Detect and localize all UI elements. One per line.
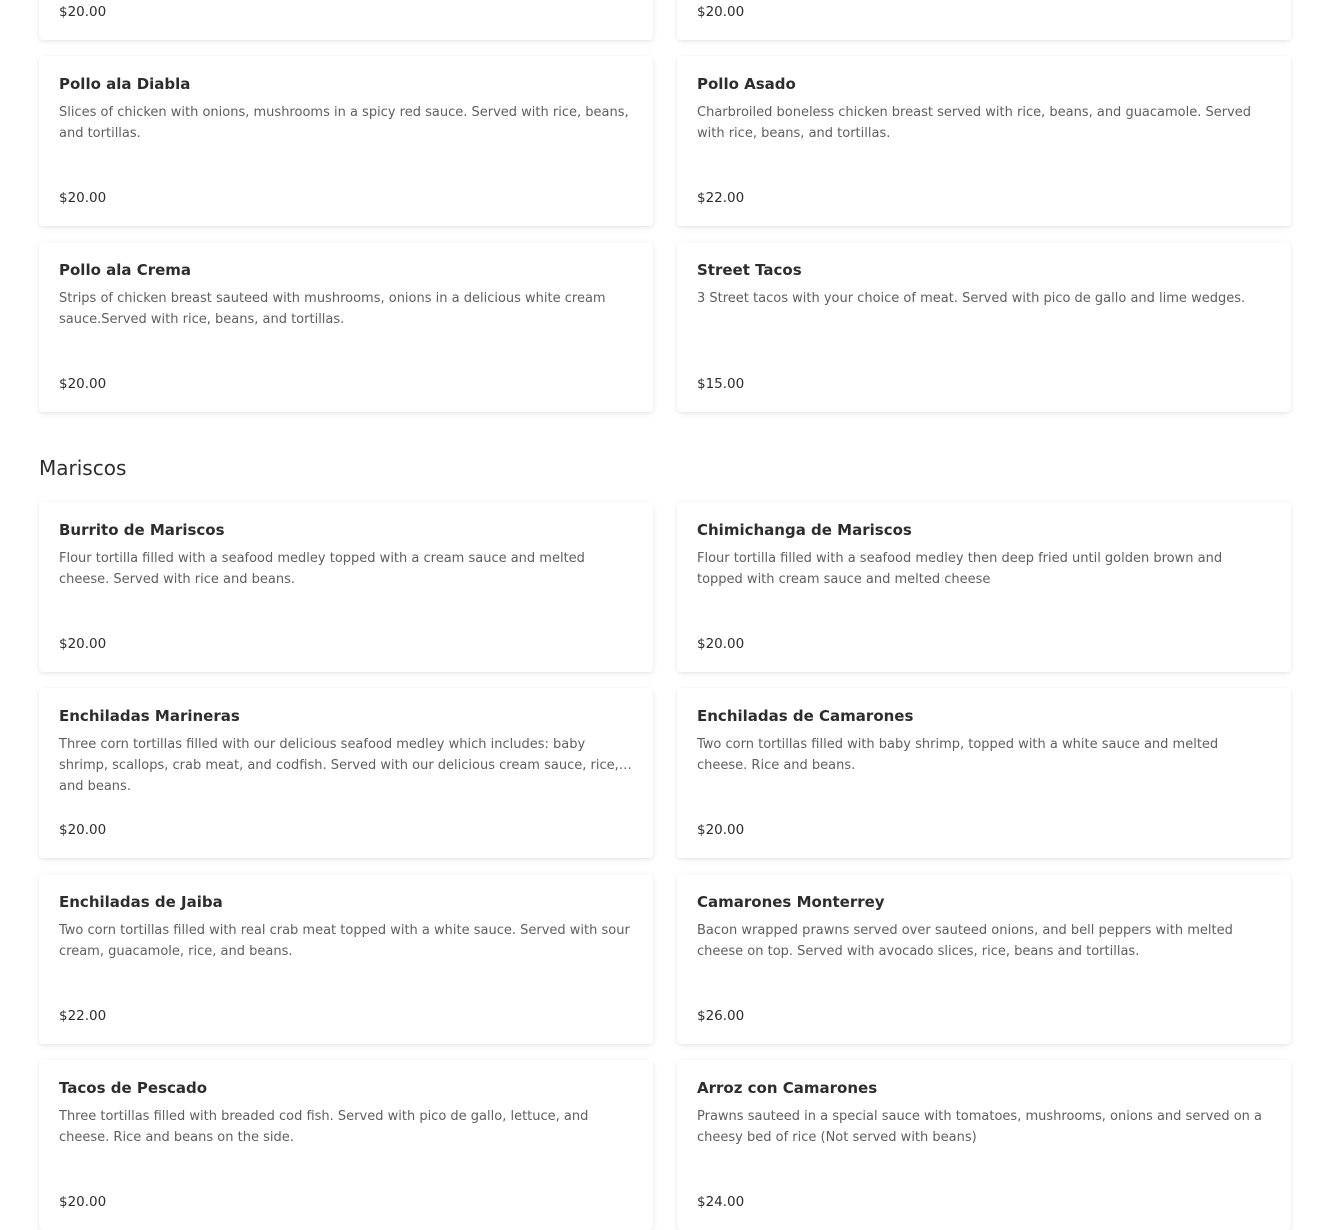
menu-item-name: Pollo ala Crema	[59, 261, 192, 279]
menu-item-name: Pollo ala Diabla	[59, 75, 191, 93]
menu-item-description: Bacon wrapped prawns served over sauteed onions, and bell peppers with melted cheese on top. Served with avocado slices, rice, beans and tortillas.	[697, 923, 1233, 959]
menu-item-card[interactable]	[677, 1060, 1291, 1230]
previous-section-grid	[39, 0, 1291, 412]
menu-item-price: $20.00	[59, 4, 107, 20]
menu-item-price: $20.00	[59, 376, 107, 392]
menu-item-price: $26.00	[697, 1008, 745, 1024]
menu-item-price: $20.00	[59, 636, 107, 652]
menu-item-price: $20.00	[697, 822, 745, 838]
menu-item-description: Two corn tortillas filled with real crab meat topped with a white sauce. Served with sour cream, guacamole, rice, and beans.	[59, 923, 630, 959]
menu-item-price: $22.00	[59, 1008, 107, 1024]
menu-item-description: Three corn tortillas filled with our delicious seafood medley which includes: baby shrimp, scallops, crab meat, and codfish. Served with our delicious cream sauce, rice, and beans.	[59, 737, 619, 794]
menu-item-card[interactable]	[39, 242, 653, 412]
menu-item-card[interactable]	[677, 502, 1291, 672]
section-title-mariscos: Mariscos	[39, 456, 127, 480]
menu-item-price: $20.00	[59, 1194, 107, 1210]
menu-item-description: Flour tortilla filled with a seafood medley then deep fried until golden brown and topped with cream sauce and melted cheese	[697, 551, 1223, 587]
menu-item-price: $20.00	[59, 822, 107, 838]
menu-item-name: Chimichanga de Mariscos	[697, 521, 912, 539]
menu-item-card[interactable]	[39, 688, 653, 858]
menu-item-description: Charbroiled boneless chicken breast served with rice, beans, and guacamole. Served with rice, beans, and tortillas.	[697, 105, 1252, 141]
menu-item-name: Burrito de Mariscos	[59, 521, 225, 539]
menu-item-name: Enchiladas Marineras	[59, 707, 240, 725]
menu-item-description: Two corn tortillas filled with baby shrimp, topped with a white sauce and melted cheese. Rice and beans.	[697, 737, 1219, 773]
menu-item-name: Tacos de Pescado	[59, 1079, 208, 1097]
menu-item-card[interactable]	[677, 688, 1291, 858]
menu-item-card[interactable]	[39, 1060, 653, 1230]
menu-item-card[interactable]	[677, 242, 1291, 412]
menu-item-description: Flour tortilla filled with a seafood medley topped with a cream sauce and melted cheese. Served with rice and beans.	[59, 551, 585, 587]
menu-item-description: Strips of chicken breast sauteed with mushrooms, onions in a delicious white cream sauce.Served with rice, beans, and tortillas.	[59, 291, 606, 327]
menu-item-price: $20.00	[697, 636, 745, 652]
menu-item-name: Street Tacos	[697, 261, 802, 279]
menu-item-description: Slices of chicken with onions, mushrooms in a spicy red sauce. Served with rice, beans, and tortillas.	[59, 105, 629, 141]
menu-item-card[interactable]	[39, 0, 653, 40]
menu-item-description: Prawns sauteed in a special sauce with tomatoes, mushrooms, onions and served on a cheesy bed of rice (Not served with beans)	[697, 1109, 1263, 1145]
menu-item-description: Three tortillas filled with breaded cod fish. Served with pico de gallo, lettuce, and cheese. Rice and beans on the side.	[59, 1109, 589, 1145]
menu-item-card[interactable]	[39, 56, 653, 226]
mariscos-grid	[39, 502, 1291, 1230]
menu-item-price: $20.00	[59, 190, 107, 206]
menu-item-card[interactable]	[39, 502, 653, 672]
menu-item-price: $22.00	[697, 190, 745, 206]
menu-item-price: $15.00	[697, 376, 745, 392]
menu-item-price: $20.00	[697, 4, 745, 20]
menu-item-card[interactable]	[677, 874, 1291, 1044]
menu-item-description: 3 Street tacos with your choice of meat. Served with pico de gallo and lime wedges.	[697, 291, 1246, 306]
menu-item-name: Camarones Monterrey	[697, 893, 885, 911]
menu-item-name: Enchiladas de Camarones	[697, 707, 914, 725]
menu-item-price: $24.00	[697, 1194, 745, 1210]
menu-item-name: Enchiladas de Jaiba	[59, 893, 223, 911]
menu-item-name: Pollo Asado	[697, 75, 796, 93]
menu-item-card[interactable]	[39, 874, 653, 1044]
menu-item-name: Arroz con Camarones	[697, 1079, 878, 1097]
menu-item-card[interactable]	[677, 56, 1291, 226]
menu-item-card[interactable]	[677, 0, 1291, 40]
